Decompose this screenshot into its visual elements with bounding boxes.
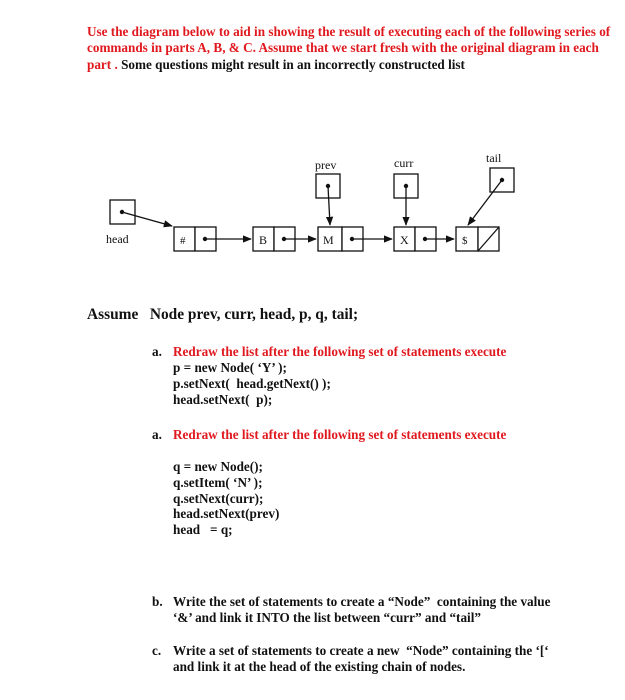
question-c xyxy=(152,643,612,679)
node-b-value: B xyxy=(259,233,268,247)
head-label: head xyxy=(106,232,129,246)
question-text-line-2: and link it at the head of the existing chain of nodes. xyxy=(173,659,466,674)
assume-declaration: Assume Node prev, curr, head, p, q, tail; xyxy=(87,306,359,323)
code-block xyxy=(173,459,279,538)
question-letter: b. xyxy=(152,594,163,609)
instructions-red-text: Use the diagram below to aid in showing the result of executing each of the following series of commands in parts A, B, & C. Assume that we start fresh with the original diagram in each part . xyxy=(87,24,611,72)
question-b xyxy=(152,594,612,630)
instructions-black-text: Some questions might result in an incorrectly constructed list xyxy=(121,56,465,72)
linked-list-diagram xyxy=(0,0,625,300)
question-prompt: Redraw the list after the following set of statements execute xyxy=(173,427,507,442)
question-a-second xyxy=(152,427,612,547)
tail-pointer-arrow xyxy=(468,180,502,225)
node-x-value: X xyxy=(400,233,409,247)
tail-label: tail xyxy=(486,151,502,165)
code-line: head.setNext( p); xyxy=(173,391,273,407)
code-line: head = q; xyxy=(173,522,233,538)
prev-label: prev xyxy=(315,158,337,172)
curr-label: curr xyxy=(394,156,414,170)
node-m-value: M xyxy=(323,233,334,247)
question-letter: c. xyxy=(152,643,162,658)
code-line: q.setItem( ‘N’ ); xyxy=(173,474,263,490)
code-line: head.setNext(prev) xyxy=(173,506,280,522)
node-hash-value: # xyxy=(180,235,186,247)
question-a-first xyxy=(152,344,612,414)
code-line: q.setNext(curr); xyxy=(173,490,264,506)
question-text-line-2: ‘&’ and link it INTO the list between “curr” and “tail” xyxy=(173,610,481,625)
question-text-line-1: Write a set of statements to create a new “Node” containing the ‘[‘ xyxy=(173,643,549,658)
question-letter: a. xyxy=(152,427,162,442)
code-block xyxy=(173,360,331,407)
code-line: p.setNext( head.getNext() ); xyxy=(173,375,331,391)
question-text-line-1: Write the set of statements to create a “Node” containing the value xyxy=(173,594,551,609)
question-letter: a. xyxy=(152,344,162,359)
question-prompt: Redraw the list after the following set of statements execute xyxy=(173,344,507,359)
node-dollar-value: $ xyxy=(462,235,468,247)
code-line: p = new Node( ‘Y’ ); xyxy=(173,360,287,375)
code-line: q = new Node(); xyxy=(173,459,263,474)
